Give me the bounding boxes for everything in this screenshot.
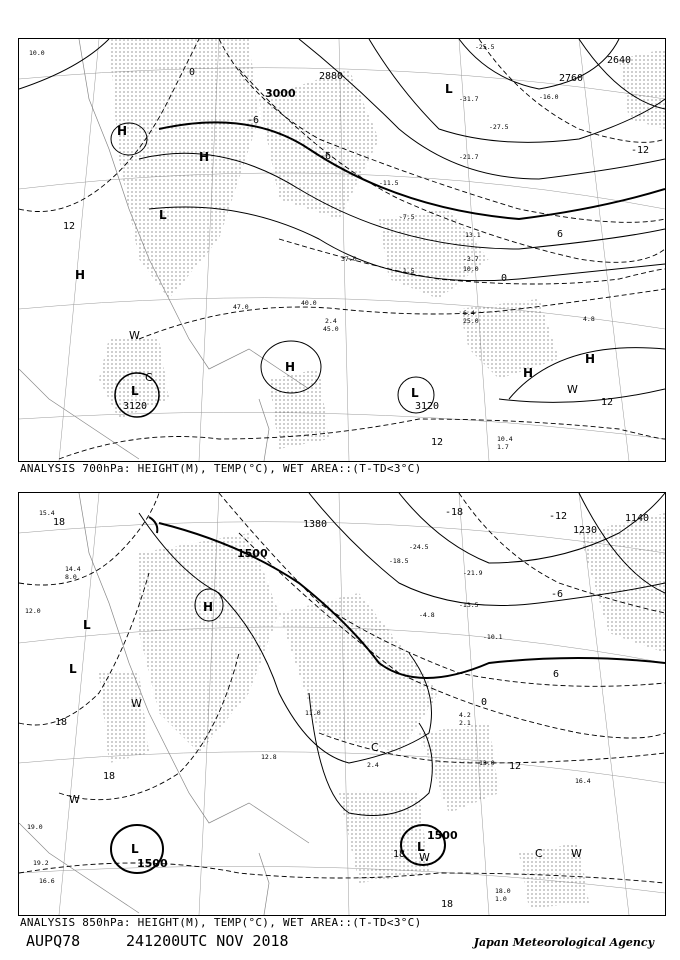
obs-label: 18.0 <box>495 887 511 895</box>
map-850hpa-canvas <box>19 493 665 915</box>
height-label: 2880 <box>319 71 344 82</box>
obs-label: 8.0 <box>65 573 77 581</box>
temp-label: 12 <box>431 437 444 448</box>
obs-label: 25.0 <box>463 317 479 325</box>
temp-label: -12 <box>549 511 568 522</box>
obs-label: -21.9 <box>463 569 483 577</box>
temp-label: 18 <box>441 899 454 910</box>
obs-label: 10.4 <box>497 435 513 443</box>
obs-label: -25.5 <box>475 43 495 51</box>
height-label: 2760 <box>559 73 584 84</box>
system-marker: L <box>83 618 91 632</box>
height-label: 1380 <box>303 519 328 530</box>
map-700hpa-canvas <box>19 39 665 461</box>
obs-label: -21.7 <box>459 153 479 161</box>
obs-label: -31.7 <box>459 95 479 103</box>
obs-label: 11.0 <box>305 709 321 717</box>
valid-time: 241200UTC NOV 2018 <box>126 932 289 950</box>
system-marker: H <box>585 352 596 366</box>
height-label: 1140 <box>625 513 650 524</box>
system-marker: H <box>523 366 534 380</box>
obs-label: 47.0 <box>233 303 249 311</box>
temp-label: 12 <box>63 221 76 232</box>
wet-label: W <box>131 697 142 710</box>
system-marker: H <box>75 268 86 282</box>
temp-label: 18 <box>53 517 66 528</box>
obs-label: 12.8 <box>261 753 277 761</box>
caption-850hpa: ANALYSIS 850hPa: HEIGHT(M), TEMP(°C), WET AREA::(T-TD<3°C) <box>20 916 422 929</box>
temp-label: 18 <box>393 849 406 860</box>
temp-label: -6 <box>319 151 332 162</box>
obs-label: 4.2 <box>459 711 471 719</box>
height-label: 1500 <box>137 857 168 870</box>
map-panel-700hpa <box>18 38 666 462</box>
temp-label: -18 <box>445 507 464 518</box>
obs-label: -3.7 <box>463 255 479 263</box>
wet-label: W <box>129 329 140 342</box>
system-marker: L <box>417 840 425 854</box>
obs-label: 40.0 <box>301 299 317 307</box>
obs-label: 10.0 <box>29 49 45 57</box>
wet-area-shading <box>99 39 665 449</box>
wet-label: W <box>567 383 578 396</box>
temp-label: -12 <box>631 145 650 156</box>
obs-label: -7.5 <box>399 213 415 221</box>
system-marker: L <box>131 384 139 398</box>
obs-label: 12.0 <box>25 607 41 615</box>
height-label: 3000 <box>265 87 296 100</box>
system-marker: L <box>411 386 419 400</box>
obs-label: 16.6 <box>39 877 55 885</box>
wet-label: W <box>571 847 582 860</box>
chart-id: AUPQ78 <box>26 932 81 950</box>
temp-label: 12 <box>509 761 522 772</box>
system-marker: L <box>69 662 77 676</box>
obs-label: 2.4 <box>367 761 379 769</box>
obs-label: 16.4 <box>575 777 591 785</box>
obs-label: -24.5 <box>409 543 429 551</box>
obs-label: 37.0 <box>341 255 357 263</box>
height-label: 3120 <box>415 401 440 412</box>
obs-label: 15.4 <box>39 509 55 517</box>
obs-label: 14.4 <box>65 565 81 573</box>
obs-label: 19.2 <box>33 859 49 867</box>
temp-label: 0 <box>189 67 196 78</box>
system-marker: H <box>117 124 128 138</box>
height-label: 1500 <box>237 547 268 560</box>
obs-label: 2.4 <box>325 317 337 325</box>
wet-label: C <box>535 847 543 860</box>
caption-700hpa: ANALYSIS 700hPa: HEIGHT(M), TEMP(°C), WET AREA::(T-TD<3°C) <box>20 462 422 475</box>
temp-label: -6 <box>551 589 564 600</box>
height-label: 3120 <box>123 401 148 412</box>
wet-label: C <box>371 741 379 754</box>
obs-label: -10.1 <box>483 633 503 641</box>
temp-label: 18 <box>55 717 68 728</box>
height-label: 1500 <box>427 829 458 842</box>
obs-label: 10.0 <box>463 265 479 273</box>
obs-label: -27.5 <box>489 123 509 131</box>
system-marker: L <box>159 208 167 222</box>
obs-label: 4.8 <box>583 315 595 323</box>
wet-label: W <box>69 793 80 806</box>
obs-label: 45.0 <box>323 325 339 333</box>
system-marker: L <box>445 82 453 96</box>
height-label: 1230 <box>573 525 598 536</box>
system-marker: H <box>285 360 296 374</box>
obs-label: -13.5 <box>459 601 479 609</box>
system-marker: H <box>203 600 214 614</box>
temp-label: 0 <box>501 273 508 284</box>
obs-label: 13.0 <box>479 759 495 767</box>
temp-label: -6 <box>247 115 260 126</box>
temp-label: 0 <box>481 697 488 708</box>
temp-label: 6 <box>553 669 560 680</box>
obs-label: -4.8 <box>419 611 435 619</box>
map-panel-850hpa <box>18 492 666 916</box>
obs-label: 19.0 <box>27 823 43 831</box>
obs-label: 13.1 <box>465 231 481 239</box>
obs-label: 6.4 <box>463 309 475 317</box>
temp-label: 6 <box>557 229 564 240</box>
obs-label: -18.5 <box>389 557 409 565</box>
system-marker: H <box>199 150 210 164</box>
wet-label: W <box>419 851 430 864</box>
obs-label: 1.7 <box>497 443 509 451</box>
agency-name: Japan Meteorological Agency <box>473 936 654 949</box>
height-label: 2640 <box>607 55 632 66</box>
temp-label: 12 <box>601 397 614 408</box>
temp-label: 18 <box>103 771 116 782</box>
wet-label: C <box>145 371 153 384</box>
system-marker: L <box>131 842 139 856</box>
obs-label: -11.5 <box>379 179 399 187</box>
obs-label: -1.5 <box>399 267 415 275</box>
obs-label: -16.0 <box>539 93 559 101</box>
obs-label: 2.1 <box>459 719 471 727</box>
obs-label: 1.0 <box>495 895 507 903</box>
